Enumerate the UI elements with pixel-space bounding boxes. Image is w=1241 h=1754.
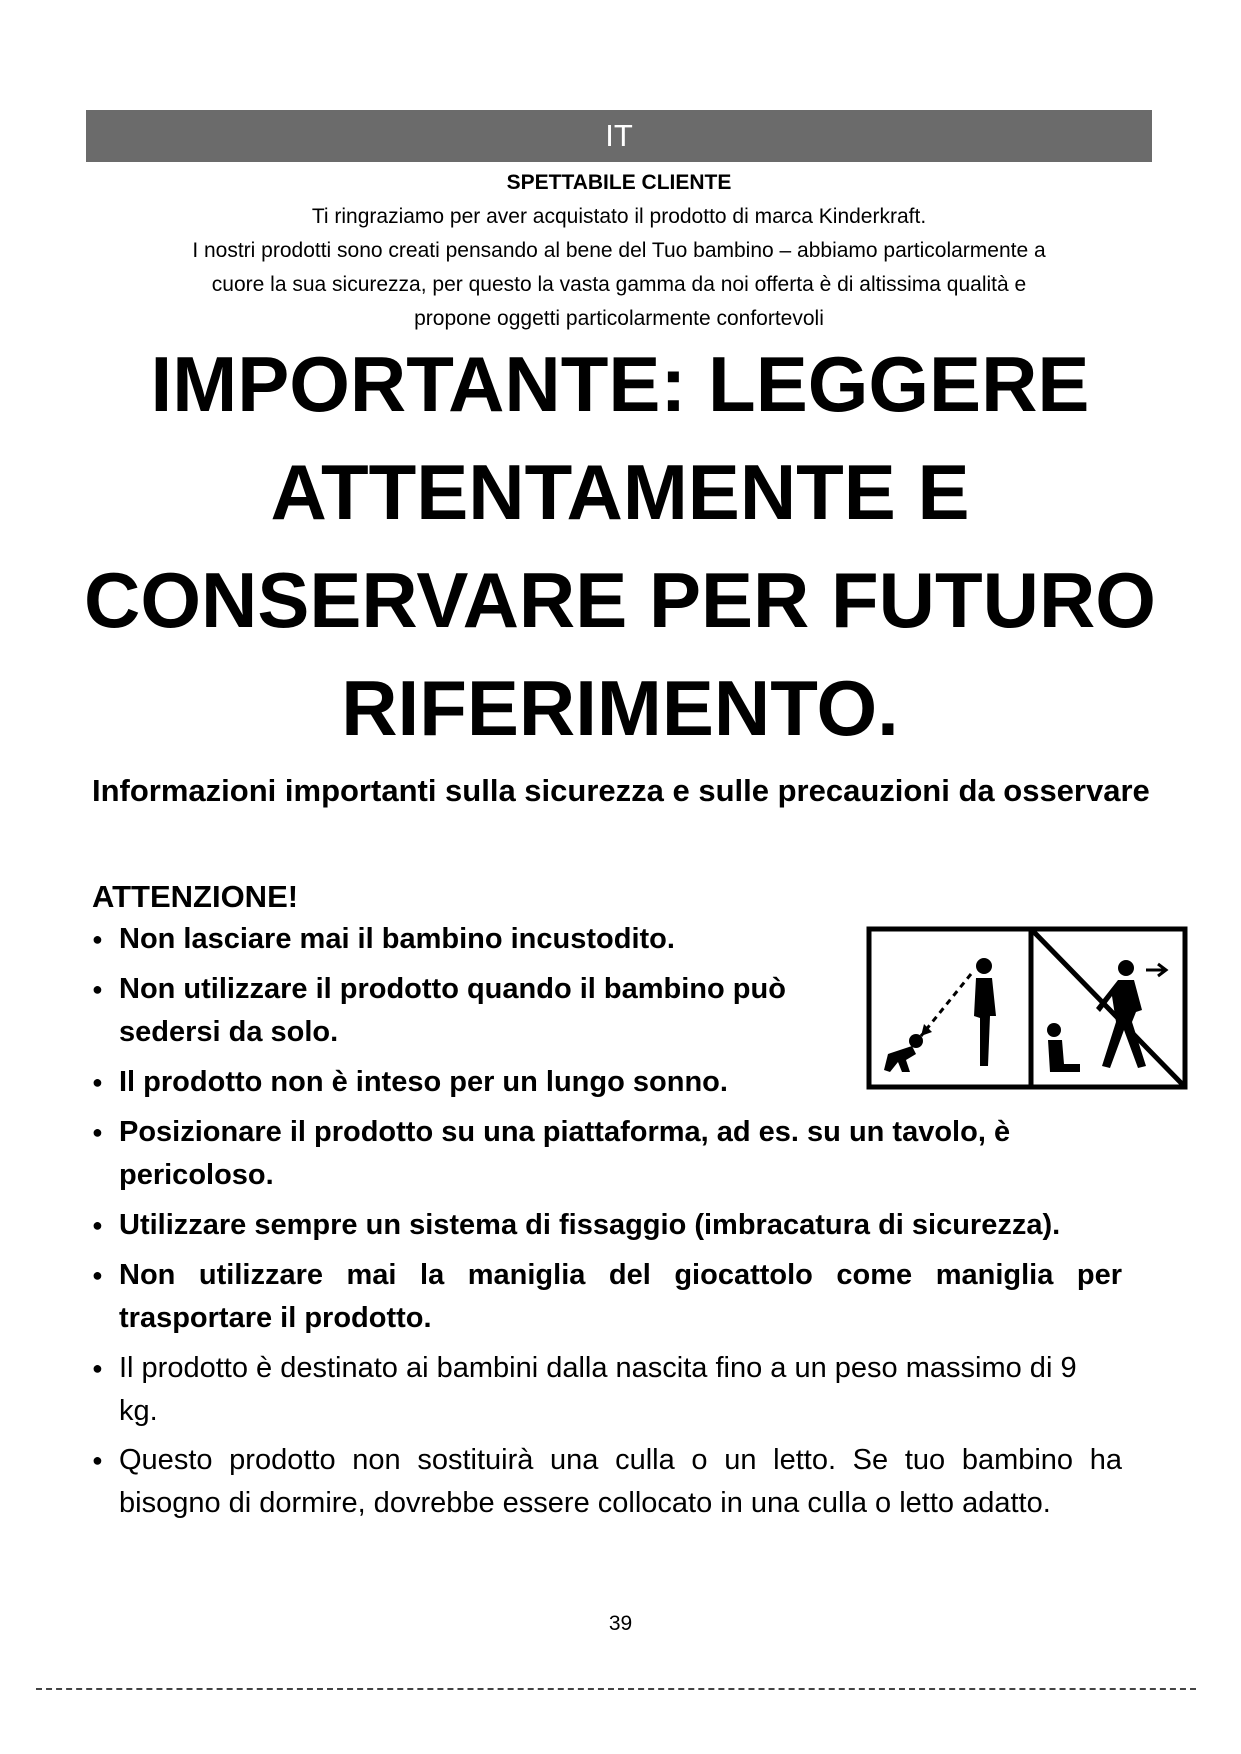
footer-divider bbox=[36, 1688, 1196, 1690]
greeting-salutation: SPETTABILE CLIENTE bbox=[506, 171, 732, 194]
important-headline: IMPORTANTE: LEGGERE ATTENTAMENTE E CONSERVARE PER FUTURO RIFERIMENTO. bbox=[84, 340, 1156, 752]
safety-heading: Informazioni importanti sulla sicurezza e sulle precauzioni da osservare bbox=[92, 773, 1150, 808]
safety-rule: ● Posizionare il prodotto su una piattaforma, ad es. su un tavolo, è pericoloso. bbox=[92, 1111, 1122, 1197]
language-code: IT bbox=[605, 118, 633, 153]
greeting-line: I nostri prodotti sono creati pensando al bene del Tuo bambino – abbiamo particolarmente a bbox=[192, 239, 1046, 262]
safety-rule: ● Questo prodotto non sostituirà una culla o un letto. Se tuo bambino ha bisogno di dormire, dovrebbe essere collocato in una culla o letto adatto. bbox=[92, 1439, 1122, 1525]
safety-rule: ● Il prodotto non è inteso per un lungo sonno. bbox=[92, 1061, 1122, 1104]
safety-rule: ● Non lasciare mai il bambino incustodito. bbox=[92, 918, 1122, 961]
safety-rule: ● Non utilizzare il prodotto quando il bambino può sedersi da solo. bbox=[92, 968, 839, 1054]
customer-greeting bbox=[96, 166, 1142, 336]
warning-label: ATTENZIONE! bbox=[92, 879, 299, 914]
page-number: 39 bbox=[608, 1612, 633, 1635]
do-not-leave-child-unattended-icon bbox=[866, 926, 1188, 1090]
greeting-line: Ti ringraziamo per aver acquistato il prodotto di marca Kinderkraft. bbox=[311, 205, 927, 228]
language-header-bar bbox=[86, 110, 1152, 162]
greeting-line: propone oggetti particolarmente confortevoli bbox=[414, 307, 824, 330]
greeting-line: cuore la sua sicurezza, per questo la vasta gamma da noi offerta è di altissima qualità e bbox=[211, 273, 1027, 296]
safety-rule: ● Il prodotto è destinato ai bambini dalla nascita fino a un peso massimo di 9 kg. bbox=[92, 1347, 1122, 1433]
safety-rule: ● Non utilizzare mai la maniglia del giocattolo come maniglia per trasportare il prodotto. bbox=[92, 1254, 1122, 1340]
safety-rule: ● Utilizzare sempre un sistema di fissaggio (imbracatura di sicurezza). bbox=[92, 1204, 1122, 1247]
